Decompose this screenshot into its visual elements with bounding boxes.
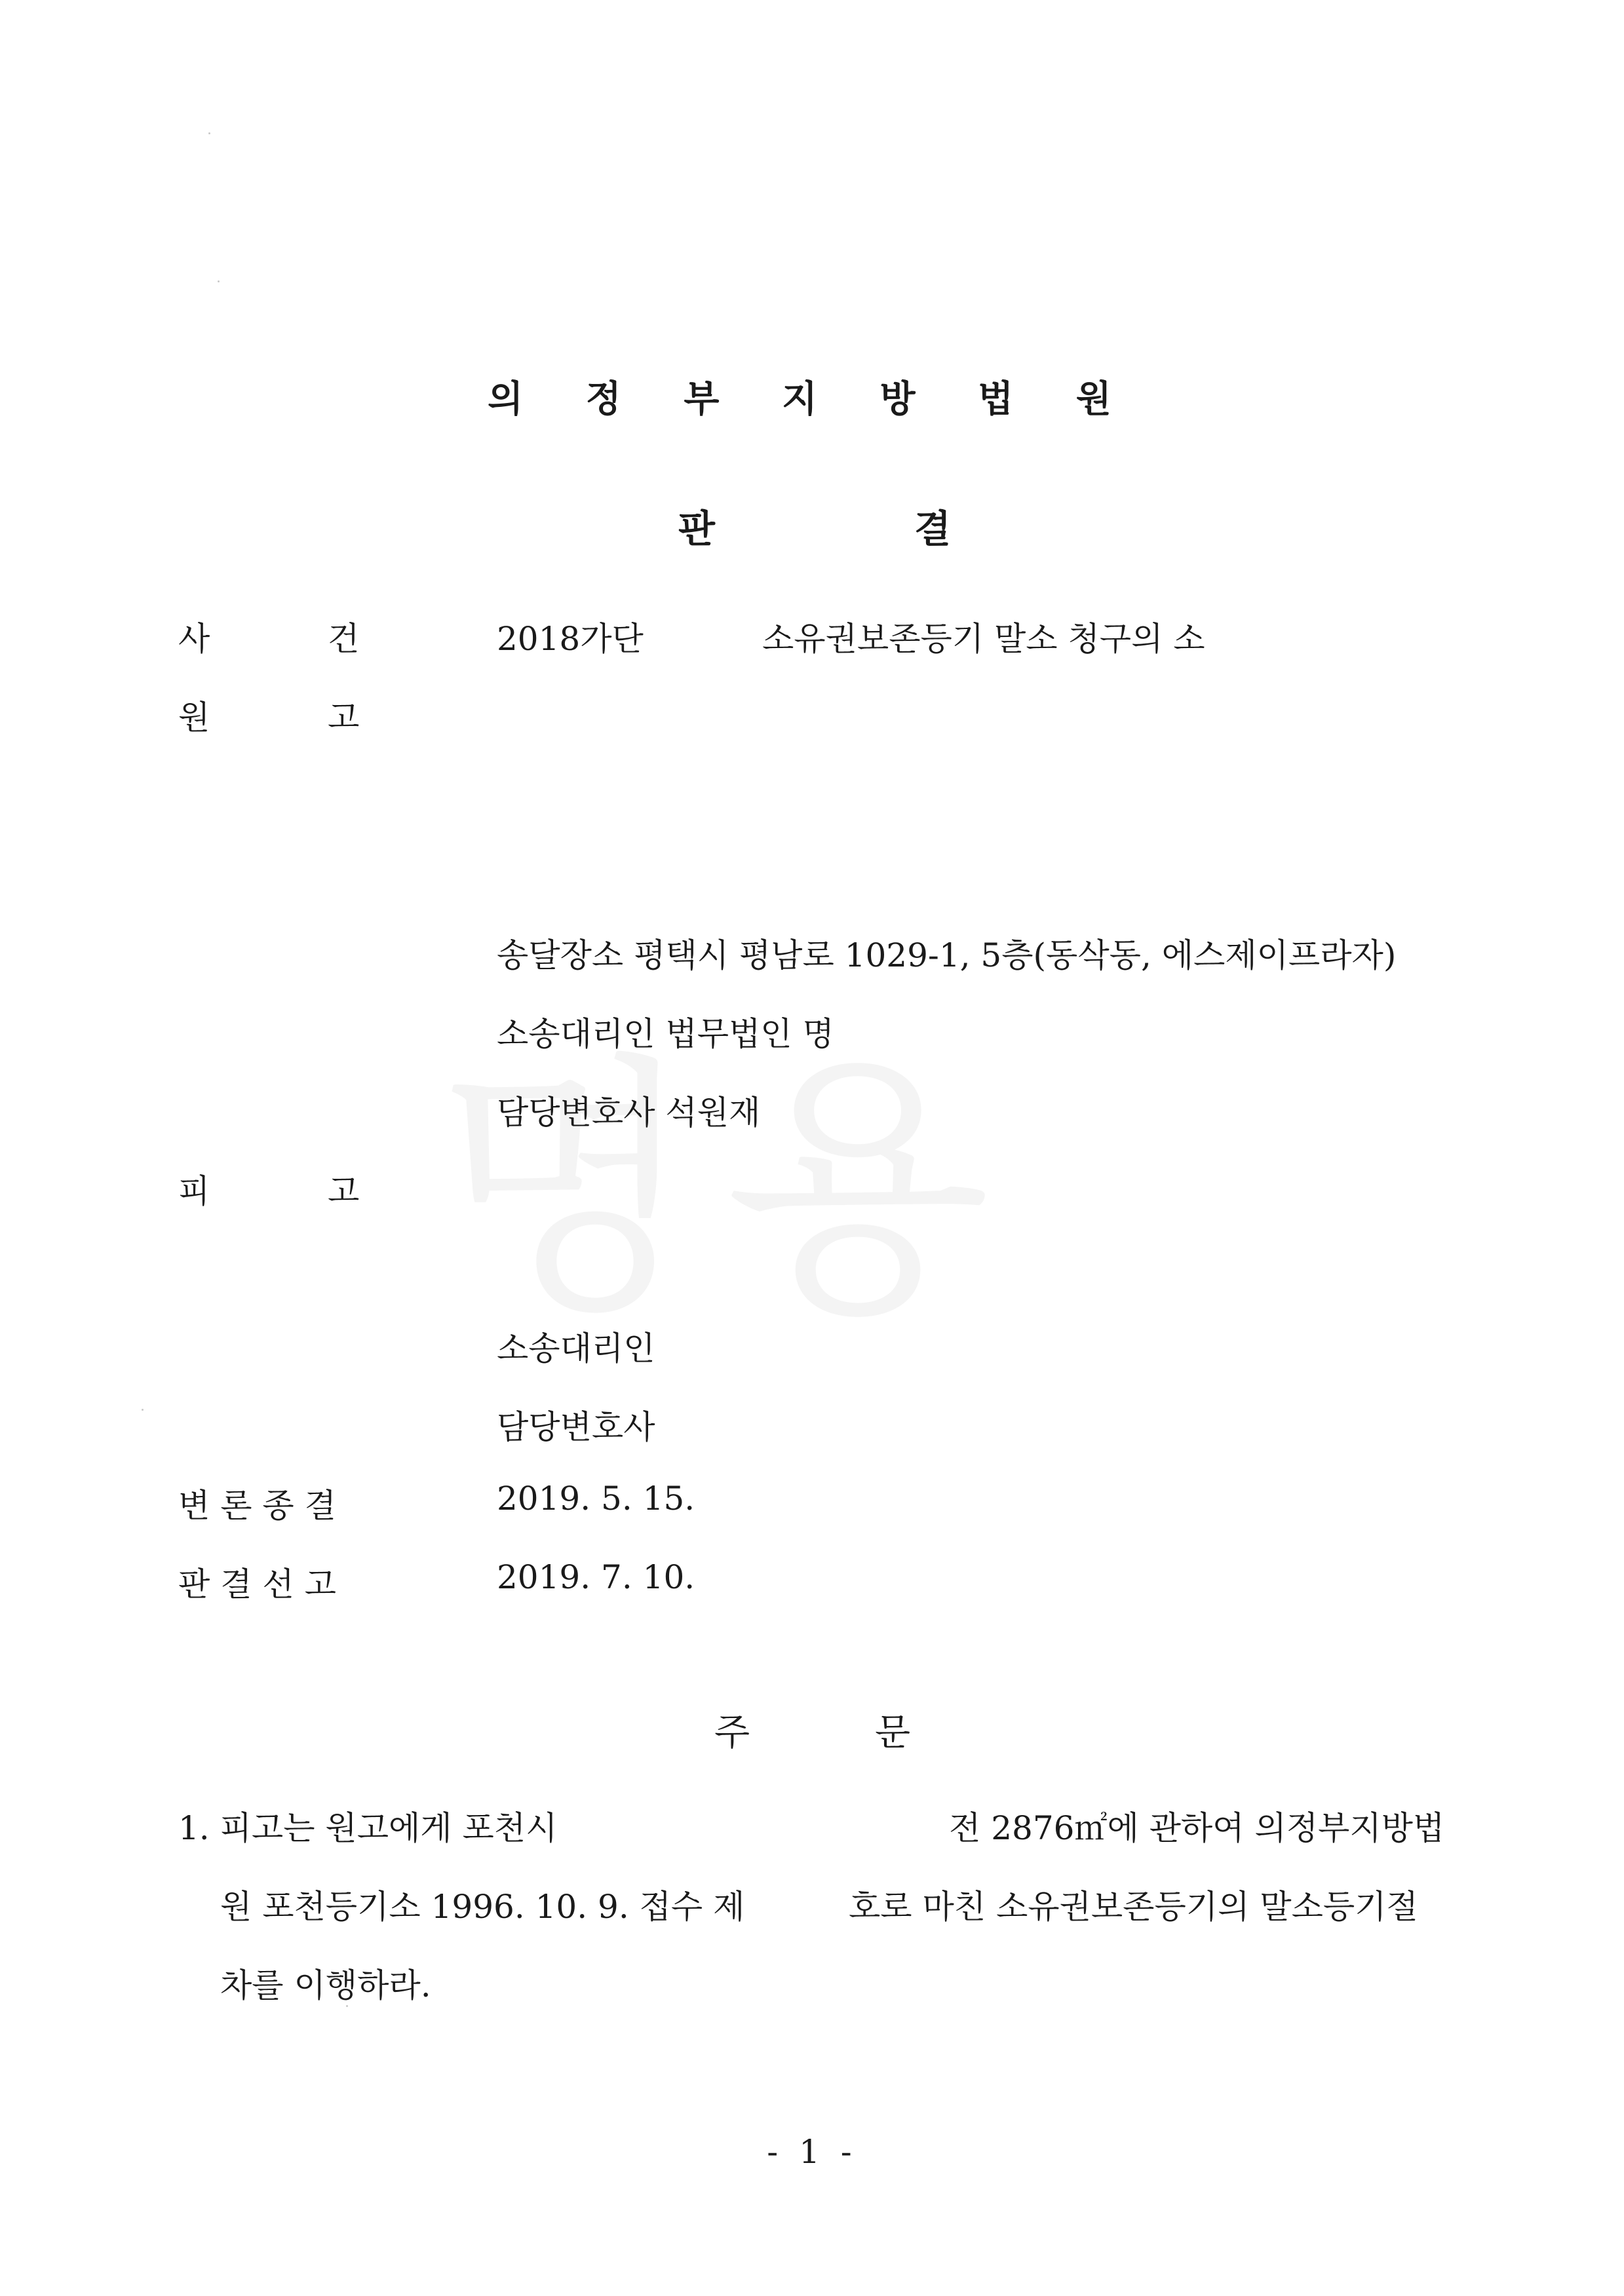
court-name: 의 정 부 지 방 법 원	[488, 378, 1136, 421]
disposition-item1-line1-b: 전 2876㎡에 관하여 의정부지방법	[949, 1809, 1445, 1847]
case-number: 2018가단	[497, 620, 644, 658]
disposition-item1-line1-a: 1. 피고는 원고에게 포천시	[178, 1809, 558, 1847]
disposition-item1-line2-b: 호로 마친 소유권보존등기의 말소등기절	[849, 1888, 1418, 1926]
disposition-title-left: 주	[714, 1712, 750, 1754]
defendant-lawyer: 담당변호사	[497, 1408, 655, 1446]
defendant-label-b: 고	[328, 1172, 360, 1210]
plaintiff-label-b: 고	[328, 698, 360, 737]
closing-argument-label: 변 론 종 결	[178, 1487, 336, 1525]
doc-type-left: 판	[678, 507, 716, 551]
closing-argument-date: 2019. 5. 15.	[497, 1480, 695, 1518]
scan-speck	[142, 1409, 144, 1411]
plaintiff-attorney: 소송대리인 법무법인 명	[497, 1015, 834, 1053]
plaintiff-lawyer: 담당변호사 석원재	[497, 1094, 761, 1132]
defendant-label-a: 피	[178, 1172, 210, 1210]
plaintiff-label-a: 원	[178, 698, 210, 737]
case-label-a: 사	[178, 620, 210, 658]
scan-speck	[218, 280, 220, 282]
disposition-item1-line2-a: 원 포천등기소 1996. 10. 9. 접수 제	[220, 1888, 745, 1926]
disposition-title-right: 문	[875, 1712, 911, 1754]
scan-speck	[208, 132, 210, 134]
doc-type-right: 결	[914, 507, 952, 551]
case-label-b: 건	[328, 620, 360, 658]
case-title: 소유권보존등기 말소 청구의 소	[762, 620, 1205, 658]
page-number: - 1 -	[767, 2133, 857, 2171]
defendant-attorney: 소송대리인	[497, 1330, 655, 1368]
judgment-date: 2019. 7. 10.	[497, 1558, 695, 1596]
plaintiff-service-address: 송달장소 평택시 평남로 1029-1, 5층(동삭동, 에스제이프라자)	[497, 936, 1397, 974]
judgment-date-label: 판 결 선 고	[178, 1565, 336, 1603]
disposition-item1-line3: 차를 이행하라.	[220, 1966, 431, 2004]
